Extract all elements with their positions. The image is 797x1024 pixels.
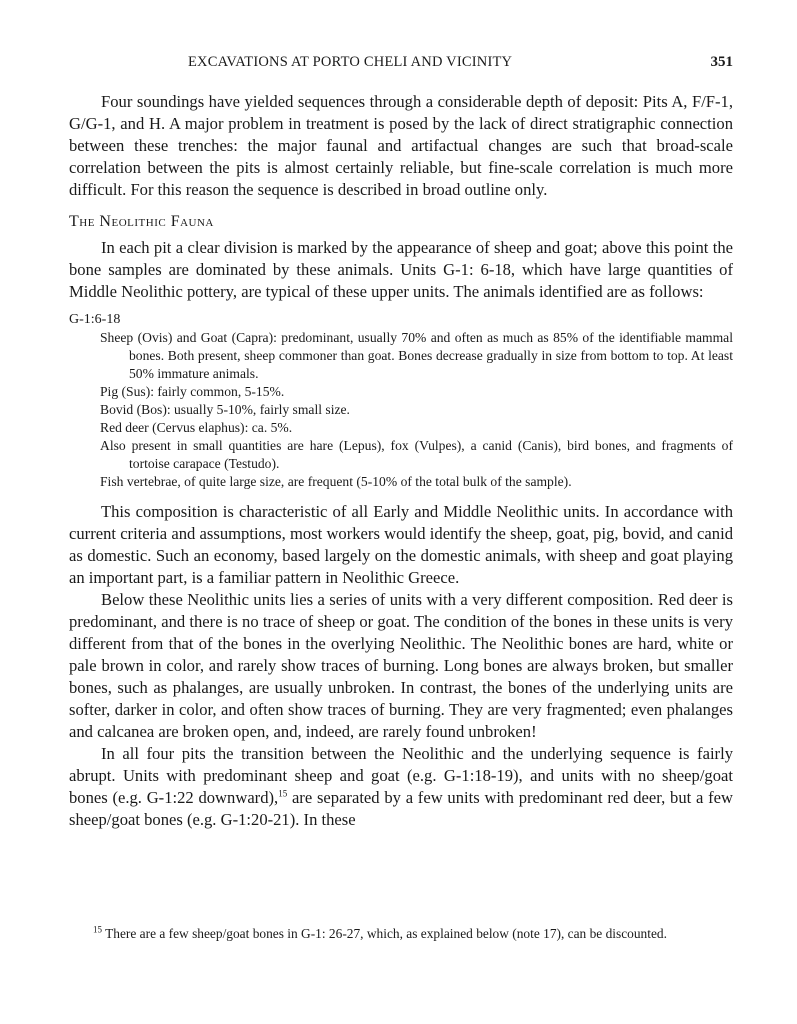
body-text — [69, 91, 733, 831]
fauna-item-bovid: Bovid (Bos): usually 5-10%, fairly small size. — [100, 402, 350, 417]
paragraph-below: Below these Neolithic units lies a series of units with a very different composition. Red deer is predominant, and there is no trace of sheep or goat. The condition of the bones in these units is very different from that of the bones in the overlying Neolithic. The Neolithic bones are hard, white or pale brown in color, and rarely show traces of burning. Long bones are always broken, but smaller bones, such as phalanges, are usually unbroken. In contrast, the bones of the underlying units are softer, darker in color, and often show traces of burning. They are very fragmented; even phalanges and calcanea are broken open, and, indeed, are rarely found unbroken! — [69, 590, 733, 741]
fauna-item-fish: Fish vertebrae, of quite large size, are frequent (5-10% of the total bulk of the sample). — [100, 474, 572, 489]
paragraph-transition — [69, 743, 733, 831]
fauna-item-red-deer: Red deer (Cervus elaphus): ca. 5%. — [100, 420, 293, 435]
page-number: 351 — [710, 54, 733, 70]
paragraph-division: In each pit a clear division is marked by the appearance of sheep and goat; above this point the bone samples are dominated by these animals. Units G-1: 6-18, which have large quantities of Middle Neolithic pottery, are typical of these upper units. The animals identified are as follows: — [69, 238, 733, 301]
footnote-number: 15 — [93, 924, 102, 935]
running-title: EXCAVATIONS AT PORTO CHELI AND VICINITY — [188, 54, 513, 70]
section-heading: The Neolithic Fauna — [69, 213, 214, 230]
running-head — [188, 54, 733, 78]
fauna-list — [69, 329, 733, 491]
fauna-item-sheep-goat: Sheep (Ovis) and Goat (Capra): predominant, usually 70% and often as much as 85% of the identifiable mammal bones. Both present, sheep commoner than goat. Bones decrease gradually in size from bottom to top. At least 50% immature animals. — [100, 330, 733, 381]
paragraph-intro: Four soundings have yielded sequences through a considerable depth of deposit: Pits A, F/F-1, G/G-1, and H. A major problem in treatment is posed by the lack of direct stratigraphic connection between these trenches: the major faunal and artifactual changes are such that broad-scale correlation between the pits is almost certainly reliable, but fine-scale correlation is much more difficult. For this reason the sequence is described in broad outline only. — [69, 92, 733, 199]
footnote-text: There are a few sheep/goat bones in G-1: 26-27, which, as explained below (note 17), can be discounted. — [102, 926, 667, 941]
fauna-item-others: Also present in small quantities are hare (Lepus), fox (Vulpes), a canid (Canis), bird bones, and fragments of tortoise carapace (Testudo). — [100, 438, 733, 471]
footnote-reference[interactable]: 15 — [278, 788, 288, 799]
fauna-item-pig: Pig (Sus): fairly common, 5-15%. — [100, 384, 285, 399]
transition-text-before: In all four pits the transition between the Neolithic and the underlying sequence is fairly abrupt. Units with predominant sheep and goat (e.g. G-1:18-19), and units with no sheep/goat bones (e.g. G-1:22 downward), — [69, 744, 733, 807]
paragraph-composition: This composition is characteristic of all Early and Middle Neolithic units. In accordance with current criteria and assumptions, most workers would identify the sheep, goat, pig, bovid, and canid as domestic. Such an economy, based largely on the domestic animals, with sheep and goat playing an important part, is a familiar pattern in Neolithic Greece. — [69, 502, 733, 587]
transition-text-after: are separated by a few units with predominant red deer, but a few sheep/goat bones (e.g. G-1:20-21). In these — [69, 788, 733, 829]
footnote — [69, 925, 733, 943]
fauna-list-heading: G-1:6-18 — [69, 312, 121, 327]
